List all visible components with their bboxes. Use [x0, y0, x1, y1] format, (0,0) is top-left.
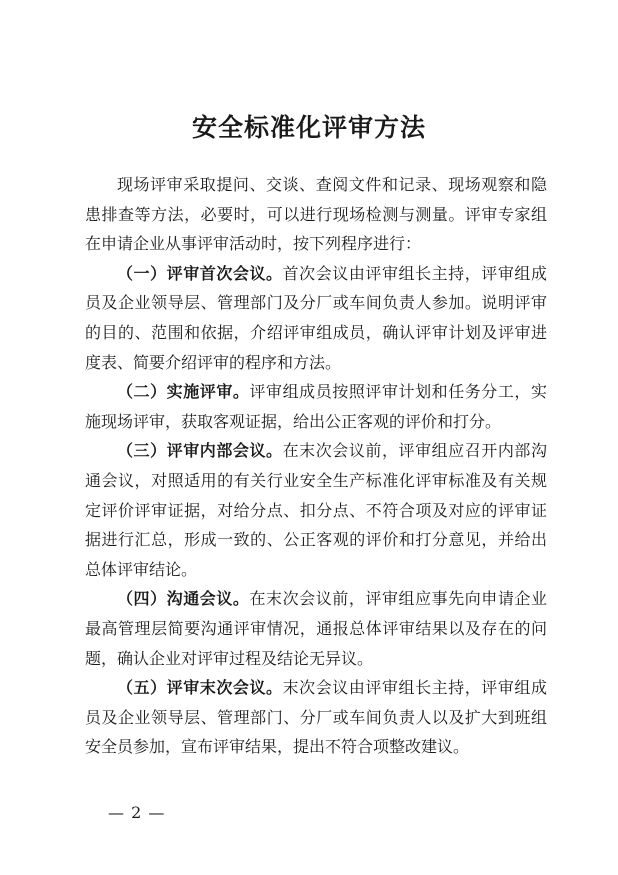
section-paragraph: [85, 259, 547, 377]
intro-paragraph: 现场评审采取提问、交谈、查阅文件和记录、现场观察和隐患排查等方法，必要时，可以进行现场检测与测量。评审专家组在申请企业从事评审活动时，按下列程序进行：: [85, 175, 547, 254]
page-number: — 2 —: [108, 803, 166, 822]
section-paragraph: [85, 584, 547, 673]
section-text: 评审组成员按照评审计划和任务分工，实施现场评审，获取客观证据，给出公正客观的评价和打分。: [85, 382, 547, 431]
document-body: [85, 170, 547, 762]
section-heading: （三）评审内部会议。: [117, 441, 283, 461]
section-text: 末次会议由评审组长主持，评审组成员及企业领导层、管理部门、分厂或车间负责人以及扩大到班组安全员参加，宣布评审结果，提出不符合项整改建议。: [85, 678, 547, 757]
section-text: 在末次会议前，评审组应事先向申请企业最高管理层简要沟通评审情况，通报总体评审结果以及存在的问题，确认企业对评审过程及结论无异议。: [85, 589, 547, 668]
section-heading: （四）沟通会议。: [117, 589, 250, 609]
page-title: 安全标准化评审方法: [191, 113, 426, 142]
section-paragraph: [85, 436, 547, 584]
section-text: 在末次会议前，评审组应召开内部沟通会议，对照适用的有关行业安全生产标准化评审标准及有关规定评价评审证据，对给分点、扣分点、不符合项及对应的评审证据进行汇总，形成一致的、公正客观的评价和打分意见，并给出总体评审结论。: [85, 441, 547, 579]
section-paragraph: [85, 377, 547, 436]
section-heading: （二）实施评审。: [117, 382, 250, 402]
section-heading: （五）评审末次会议。: [117, 678, 283, 698]
section-text: 首次会议由评审组长主持，评审组成员及企业领导层、管理部门及分厂或车间负责人参加。说明评审的目的、范围和依据，介绍评审组成员，确认评审计划及评审进度表、简要介绍评审的程序和方法。: [85, 263, 547, 372]
section-paragraph: [85, 673, 547, 762]
section-heading: （一）评审首次会议。: [117, 263, 283, 283]
